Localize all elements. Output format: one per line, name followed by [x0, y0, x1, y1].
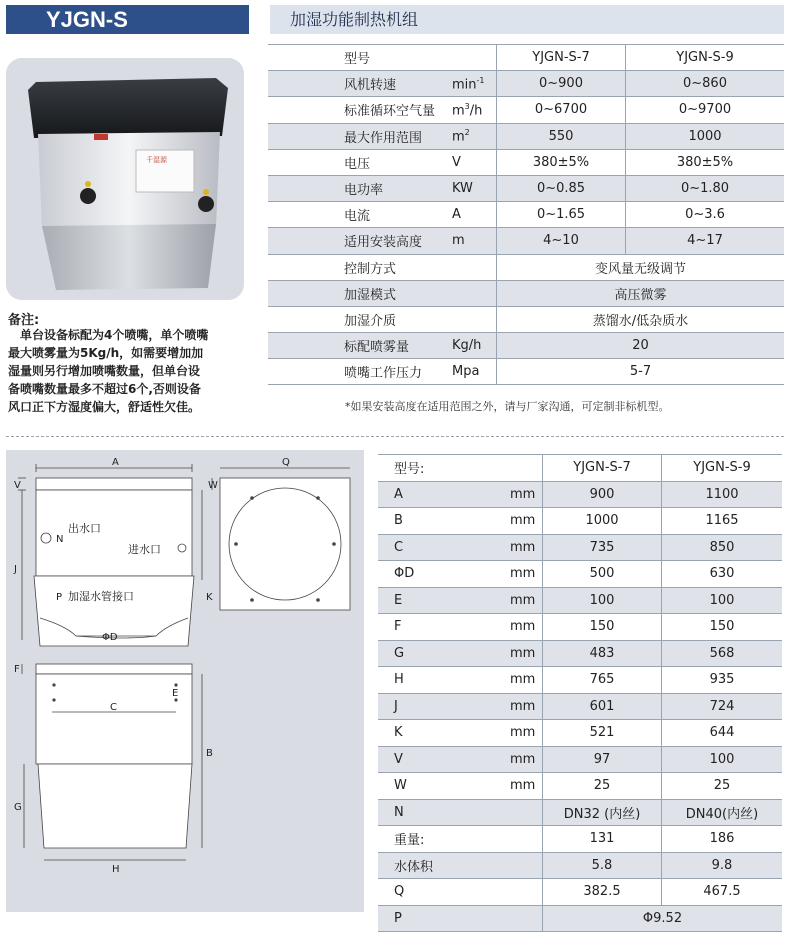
spec-value-2: 0~1.80 — [626, 175, 785, 201]
dim-unit — [510, 826, 543, 853]
dim-value-2: 850 — [662, 534, 783, 561]
dim-value-2: 100 — [662, 587, 783, 614]
humid-pipe-label: 加湿水管接口 — [68, 590, 134, 603]
dim-value-2: DN40(内丝) — [662, 799, 783, 826]
note-line: 风口正下方湿度偏大，舒适性欠佳。 — [8, 400, 201, 414]
dim-row — [378, 481, 782, 508]
dim-unit: mm — [510, 561, 543, 588]
section-divider — [6, 436, 784, 437]
dim-label: ΦD — [378, 561, 510, 588]
spec-merged-value: 5-7 — [497, 359, 785, 385]
dim-value-2: 644 — [662, 720, 783, 747]
dimension-drawing-svg — [6, 450, 364, 912]
spec-unit — [452, 123, 497, 149]
dim-label: A — [378, 481, 510, 508]
dim-label: K — [378, 720, 510, 747]
dim-row — [378, 720, 782, 747]
dim-header-row — [378, 455, 782, 482]
spec-unit-base: Mpa — [452, 364, 480, 380]
spec-row — [268, 359, 784, 385]
spec-label: 电压 — [268, 149, 452, 175]
dim-label: C — [378, 534, 510, 561]
dim-label-k: K — [206, 592, 213, 603]
spec-row — [268, 280, 784, 306]
spec-unit — [452, 202, 497, 228]
dim-unit: mm — [510, 720, 543, 747]
dim-header-col1: YJGN-S-7 — [543, 455, 662, 482]
spec-label: 标准循环空气量 — [268, 97, 452, 123]
spec-merged-value: 变风量无级调节 — [497, 254, 785, 280]
spec-unit-base: A — [452, 207, 461, 223]
spec-merged-value: 高压微雾 — [497, 280, 785, 306]
dim-unit: mm — [510, 773, 543, 800]
spec-label: 电流 — [268, 202, 452, 228]
spec-label: 控制方式 — [268, 254, 452, 280]
dim-label-j: J — [14, 564, 17, 575]
spec-label: 加湿介质 — [268, 306, 452, 332]
dim-value-1: 150 — [543, 614, 662, 641]
dim-label-b: B — [206, 748, 213, 759]
dim-unit — [510, 852, 543, 879]
dim-header-unit — [510, 455, 543, 482]
spec-unit — [452, 149, 497, 175]
dim-row — [378, 640, 782, 667]
dim-unit: mm — [510, 746, 543, 773]
spec-label: 适用安装高度 — [268, 228, 452, 254]
dim-row — [378, 905, 782, 932]
note-line: 最大喷雾量为5Kg/h，如需要增加加 — [8, 346, 204, 360]
dim-value-2: 186 — [662, 826, 783, 853]
dim-value-1: 5.8 — [543, 852, 662, 879]
spec-row — [268, 306, 784, 332]
spec-value-1: 0~1.65 — [497, 202, 626, 228]
dim-unit: mm — [510, 614, 543, 641]
spec-unit-tail: /h — [469, 103, 483, 119]
spec-unit-sup: 2 — [464, 127, 470, 137]
dim-value-2: 100 — [662, 746, 783, 773]
spec-value-1: 0~6700 — [497, 97, 626, 123]
dimension-drawing — [6, 450, 364, 912]
spec-unit — [452, 280, 497, 306]
spec-value-2: 1000 — [626, 123, 785, 149]
photo-badge: 千湿源 — [146, 156, 167, 164]
spec-row — [268, 149, 784, 175]
dim-row — [378, 693, 782, 720]
spec-row — [268, 123, 784, 149]
spec-label: 喷嘴工作压力 — [268, 359, 452, 385]
dim-value-1: 131 — [543, 826, 662, 853]
spec-value-2: 380±5% — [626, 149, 785, 175]
dim-value-1: 483 — [543, 640, 662, 667]
dim-header-label: 型号: — [378, 455, 510, 482]
spec-label: 加湿模式 — [268, 280, 452, 306]
note-line: 备喷嘴数量最多不超过6个,否则设备 — [8, 382, 201, 396]
dim-unit: mm — [510, 640, 543, 667]
spec-table-body — [268, 45, 784, 385]
dim-label: 水体积 — [378, 852, 510, 879]
dim-row — [378, 799, 782, 826]
dim-row — [378, 614, 782, 641]
dim-unit: mm — [510, 534, 543, 561]
section-title: 加湿功能制热机组 — [270, 5, 784, 34]
spec-unit — [452, 97, 497, 123]
spec-value-2: 4~17 — [626, 228, 785, 254]
outlet-label: 出水口 — [68, 522, 101, 535]
dim-row — [378, 852, 782, 879]
spec-row — [268, 71, 784, 97]
dim-label-h: H — [112, 864, 120, 875]
dim-value-2: 935 — [662, 667, 783, 694]
spec-value-2: 0~860 — [626, 71, 785, 97]
spec-unit-sup: -1 — [476, 75, 485, 85]
dim-value-1: 765 — [543, 667, 662, 694]
spec-footnote: *如果安装高度在适用范围之外，请与厂家沟通，可定制非标机型。 — [345, 400, 670, 413]
dim-row — [378, 534, 782, 561]
spec-row — [268, 97, 784, 123]
dim-label: E — [378, 587, 510, 614]
dim-label: J — [378, 693, 510, 720]
spec-header-col2: YJGN-S-9 — [626, 45, 785, 71]
spec-unit-base: m — [452, 129, 465, 145]
spec-row — [268, 175, 784, 201]
dim-row — [378, 746, 782, 773]
dim-unit: mm — [510, 481, 543, 508]
dim-value-1: 100 — [543, 587, 662, 614]
dim-value-2: 630 — [662, 561, 783, 588]
spec-label: 最大作用范围 — [268, 123, 452, 149]
dim-unit — [510, 799, 543, 826]
dim-value-1: 25 — [543, 773, 662, 800]
spec-row — [268, 228, 784, 254]
dim-label-g: G — [14, 802, 22, 813]
dim-value-1: 521 — [543, 720, 662, 747]
dim-label: 重量: — [378, 826, 510, 853]
dim-label-q: Q — [282, 457, 290, 468]
spec-header-row — [268, 45, 784, 71]
dim-label: P — [378, 905, 510, 932]
dim-header-col2: YJGN-S-9 — [662, 455, 783, 482]
spec-value-1: 0~900 — [497, 71, 626, 97]
dim-label-f: F — [14, 664, 20, 675]
spec-label: 标配喷雾量 — [268, 333, 452, 359]
dim-label: H — [378, 667, 510, 694]
dim-value-1: 1000 — [543, 508, 662, 535]
dim-value-2: 568 — [662, 640, 783, 667]
dim-value-1: 900 — [543, 481, 662, 508]
dim-row — [378, 826, 782, 853]
spec-row — [268, 254, 784, 280]
spec-merged-value: 蒸馏水/低杂质水 — [497, 306, 785, 332]
dim-row — [378, 773, 782, 800]
spec-unit — [452, 71, 497, 97]
dim-value-2: 25 — [662, 773, 783, 800]
notes-title: 备注: — [8, 313, 40, 328]
dim-row — [378, 561, 782, 588]
dim-label-a: A — [112, 457, 119, 468]
note-line: 湿量则另行增加喷嘴数量，但单台设 — [8, 364, 201, 378]
dim-value-2: 724 — [662, 693, 783, 720]
dim-value-1: 601 — [543, 693, 662, 720]
dim-label-w: W — [208, 480, 218, 491]
spec-value-2: 0~3.6 — [626, 202, 785, 228]
spec-merged-value: 20 — [497, 333, 785, 359]
spec-header-col1: YJGN-S-7 — [497, 45, 626, 71]
dim-value-1: DN32 (内丝) — [543, 799, 662, 826]
dim-unit — [510, 879, 543, 906]
dimension-table — [378, 454, 782, 932]
spec-header-unit — [452, 45, 497, 71]
model-tag: YJGN-S — [6, 5, 249, 34]
dim-label: Q — [378, 879, 510, 906]
dim-label: G — [378, 640, 510, 667]
dim-value-2: 9.8 — [662, 852, 783, 879]
product-illustration — [6, 58, 244, 300]
dim-label-n: N — [56, 534, 64, 545]
dim-label-e: E — [172, 688, 179, 699]
dim-value-2: 150 — [662, 614, 783, 641]
dim-label: B — [378, 508, 510, 535]
spec-value-1: 0~0.85 — [497, 175, 626, 201]
dim-unit: mm — [510, 587, 543, 614]
spec-unit-base: m — [452, 103, 465, 119]
dim-merged-value: Φ9.52 — [543, 905, 783, 932]
dim-unit: mm — [510, 667, 543, 694]
spec-unit — [452, 228, 497, 254]
spec-label: 电功率 — [268, 175, 452, 201]
spec-unit-base: Kg/h — [452, 338, 482, 354]
product-photo — [6, 58, 244, 300]
dim-row — [378, 667, 782, 694]
dim-label-d: ΦD — [102, 632, 118, 643]
dim-label-v: V — [14, 480, 21, 491]
spec-unit — [452, 254, 497, 280]
dim-value-1: 382.5 — [543, 879, 662, 906]
dim-value-1: 735 — [543, 534, 662, 561]
dim-value-2: 1165 — [662, 508, 783, 535]
spec-row — [268, 202, 784, 228]
dim-value-2: 1100 — [662, 481, 783, 508]
spec-unit — [452, 333, 497, 359]
spec-header-label: 型号 — [268, 45, 452, 71]
spec-value-1: 380±5% — [497, 149, 626, 175]
spec-value-1: 4~10 — [497, 228, 626, 254]
spec-unit — [452, 306, 497, 332]
dim-label: W — [378, 773, 510, 800]
dim-row — [378, 508, 782, 535]
dim-label-p: P — [56, 592, 63, 603]
spec-unit-base: V — [452, 154, 461, 170]
dim-value-2: 467.5 — [662, 879, 783, 906]
dim-unit: mm — [510, 693, 543, 720]
spec-unit — [452, 359, 497, 385]
dim-label: V — [378, 746, 510, 773]
spec-unit-base: m — [452, 233, 465, 249]
spec-unit-base: min — [452, 76, 477, 92]
spec-row — [268, 333, 784, 359]
dim-row — [378, 587, 782, 614]
spec-value-2: 0~9700 — [626, 97, 785, 123]
dim-label: F — [378, 614, 510, 641]
spec-label: 风机转速 — [268, 71, 452, 97]
dim-value-1: 500 — [543, 561, 662, 588]
dim-label: N — [378, 799, 510, 826]
dimension-table-body — [378, 455, 782, 932]
spec-unit-sup: 3 — [464, 101, 470, 111]
spec-unit-base: KW — [452, 181, 473, 197]
dim-label-c: C — [110, 702, 117, 713]
dim-row — [378, 879, 782, 906]
spec-table — [268, 44, 784, 385]
dim-unit: mm — [510, 508, 543, 535]
spec-unit — [452, 175, 497, 201]
note-line: 单台设备标配为4个喷嘴，单个喷嘴 — [20, 328, 209, 342]
notes-body — [8, 326, 258, 416]
spec-value-1: 550 — [497, 123, 626, 149]
dim-unit — [510, 905, 543, 932]
dim-value-1: 97 — [543, 746, 662, 773]
inlet-label: 进水口 — [128, 543, 161, 556]
